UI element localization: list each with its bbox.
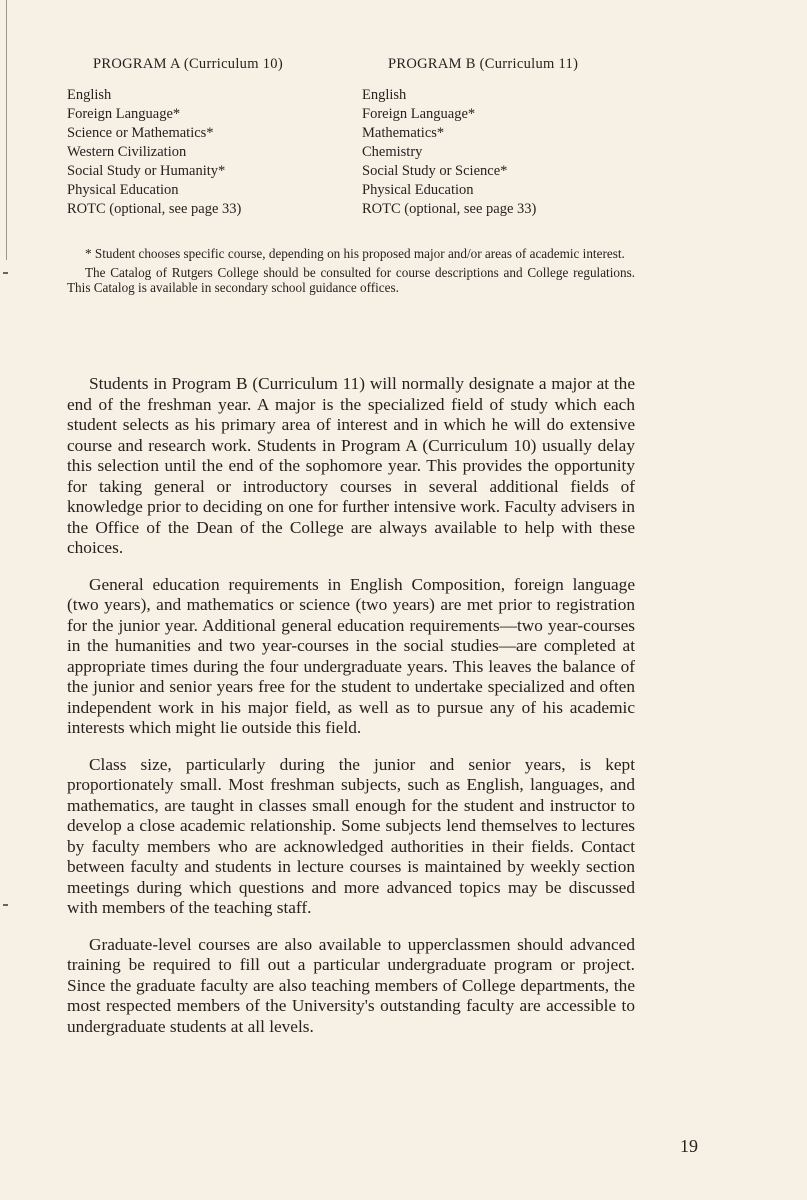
program-b-heading: PROGRAM B (Curriculum 11) (388, 56, 579, 72)
course-item: Physical Education (67, 182, 179, 198)
page-number: 19 (680, 1136, 698, 1156)
course-item: ROTC (optional, see page 33) (362, 201, 537, 217)
paragraph: Class size, particularly during the junior and senior years, is kept proportionately small. Most freshman subjects, such as English, languages, and mathematics, are taught in classes small enough for the student and instructor to develop a close academic relationship. Some subjects lend themselves to lectures by faculty members who are acknowledged authorities in their fields. Contact between faculty and students in lecture courses is maintained by weekly section meetings during which questions and more advanced topics may be discussed with members of the teaching staff. (67, 754, 635, 917)
course-item: ROTC (optional, see page 33) (67, 201, 242, 217)
footnote: * Student chooses specific course, depending on his proposed major and/or areas of academic interest. (85, 246, 625, 261)
margin-rule (6, 0, 7, 260)
notes-block (67, 246, 635, 299)
course-item: English (362, 87, 407, 103)
program-b-course-list (362, 86, 536, 219)
course-item: Chemistry (362, 144, 423, 160)
paragraph: Graduate-level courses are also available to upperclassmen should advanced training be required to fill out a particular undergraduate program or project. Since the graduate faculty are also teaching members of College departments, the most respected members of the University's outstanding faculty are accessible to undergraduate students at all levels. (67, 934, 635, 1036)
course-item: Western Civilization (67, 144, 187, 160)
course-item: Physical Education (362, 182, 474, 198)
course-item: Science or Mathematics* (67, 125, 214, 141)
course-item: Social Study or Science* (362, 163, 508, 179)
course-item: English (67, 87, 112, 103)
catalog-note: The Catalog of Rutgers College should be consulted for course descriptions and College regulations. This Catalog is available in secondary school guidance offices. (67, 265, 635, 295)
paragraph: Students in Program B (Curriculum 11) will normally designate a major at the end of the freshman year. A major is the specialized field of study which each student selects as his primary area of interest and in which he will do extensive course and research work. Students in Program A (Curriculum 10) usually delay this selection until the end of the sophomore year. This provides the opportunity for taking general or introductory courses in several additional fields of knowledge prior to deciding on one for further intensive work. Faculty advisers in the Office of the Dean of the College are always available to help with these choices. (67, 374, 635, 557)
course-item: Foreign Language* (67, 106, 181, 122)
margin-mark (3, 904, 8, 906)
paragraph: General education requirements in English Composition, foreign language (two years), and mathematics or science (two years) are met prior to registration for the junior year. Additional general education requirements—two year-courses in the humanities and two year-courses in the social studies—are completed at appropriate times during the four undergraduate years. This leaves the balance of the junior and senior years free for the student to undertake specialized and often independent work in his major field, as well as to pursue any of his academic interests which might lie outside this field. (67, 574, 635, 737)
margin-mark (3, 272, 8, 274)
program-a-heading: PROGRAM A (Curriculum 10) (93, 56, 283, 72)
course-item: Foreign Language* (362, 106, 476, 122)
course-item: Social Study or Humanity* (67, 163, 226, 179)
body-text (67, 374, 635, 1053)
program-a-course-list (67, 86, 241, 219)
course-item: Mathematics* (362, 125, 445, 141)
